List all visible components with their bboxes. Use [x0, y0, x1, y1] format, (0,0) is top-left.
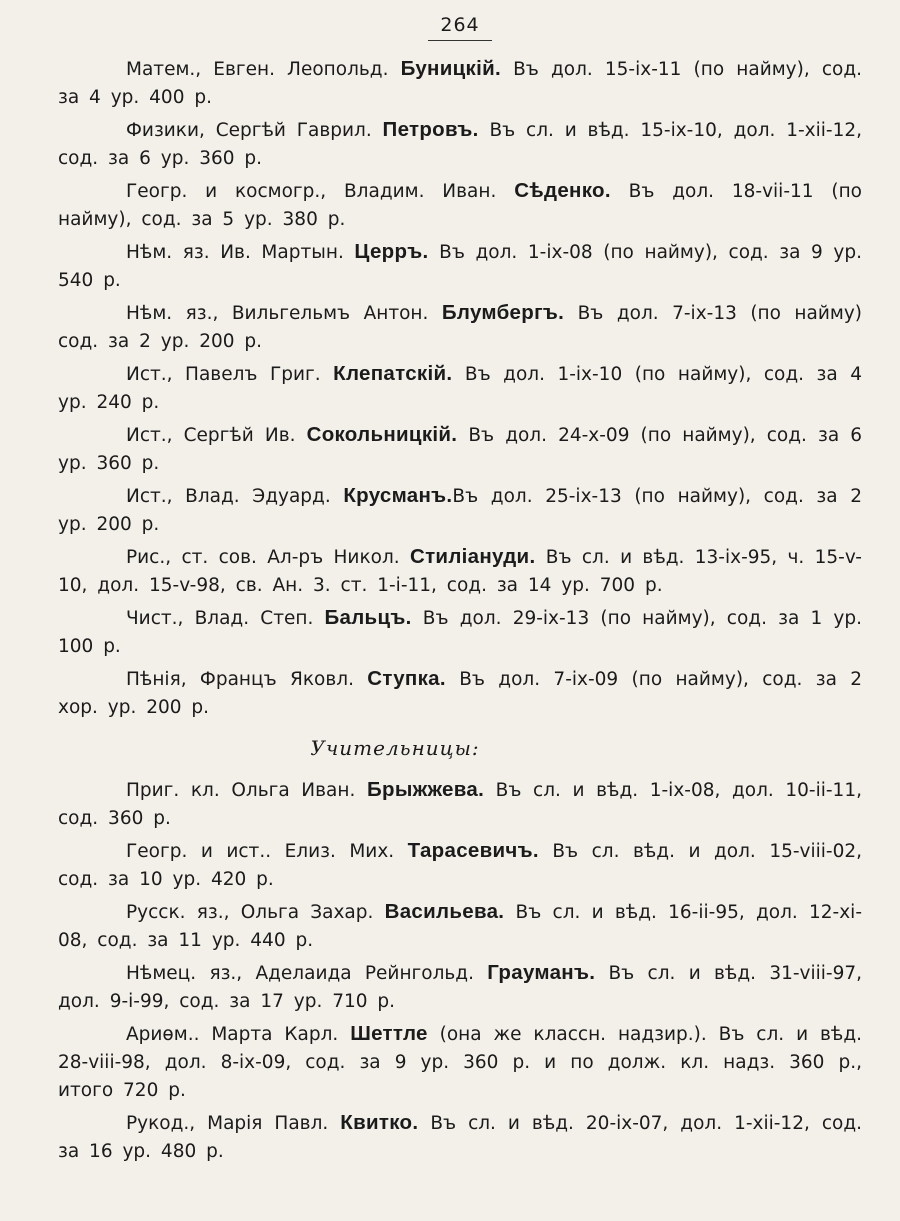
entry-surname: Квитко.: [340, 1111, 419, 1134]
entry-surname: Васильева.: [384, 900, 505, 923]
entry-details: Въ дол. 29-ix-13 (по найму), сод. за 1 ур. 100 р.: [58, 608, 862, 657]
entry-surname: Брыжжева.: [366, 778, 485, 801]
entry-details: Въ дол. 1-ix-10 (по найму), сод. за 4 ур. 240 р.: [58, 364, 862, 413]
entry-details: Въ дол. 25-ix-13 (по найму), сод. за 2 ур. 200 р.: [58, 486, 862, 535]
entry-surname: Сокольницкій.: [306, 423, 458, 446]
entry-surname: Грауманъ.: [487, 961, 596, 984]
teacher-entry: [58, 604, 862, 661]
teacher-entry: [58, 177, 862, 234]
entry-surname: Тарасевичъ.: [407, 839, 539, 862]
entry-subject: Нѣмец. яз., Аделаида Рейнгольд.: [126, 963, 488, 984]
entry-details: Въ сл. и вѣд. 16-ii-95, дол. 12-xi-08, сод. за 11 ур. 440 р.: [58, 902, 863, 951]
teacher-entry: [58, 837, 862, 894]
section-title-women-teachers: Учительницы:: [310, 736, 480, 760]
page-number: 264: [440, 14, 480, 36]
entry-subject: Матем., Евген. Леопольд.: [126, 59, 401, 80]
entry-subject: Ист., Сергѣй Ив.: [126, 425, 307, 446]
teacher-entry: [58, 776, 862, 833]
entry-subject: Чист., Влад. Степ.: [126, 608, 325, 629]
entry-details: Въ дол. 7-ix-09 (по найму), сод. за 2 хор. ур. 200 р.: [58, 669, 862, 718]
teacher-entry: [58, 299, 862, 356]
teachers-list: [58, 55, 862, 722]
entry-surname: Церръ.: [354, 240, 429, 263]
entry-subject: Рис., ст. сов. Ал-ръ Никол.: [126, 547, 410, 568]
teacher-entry: [58, 898, 862, 955]
entry-details: Въ сл. и вѣд. 1-ix-08, дол. 10-ii-11, сод. 360 р.: [58, 780, 862, 829]
entry-details: Въ сл. вѣд. и дол. 15-viii-02, сод. за 10 ур. 420 р.: [58, 841, 862, 890]
teacher-entry: [58, 116, 862, 173]
entry-surname: Буницкій.: [400, 57, 501, 80]
entry-surname: Бальцъ.: [324, 606, 412, 629]
entry-details: Въ дол. 18-vii-11 (по найму), сод. за 5 ур. 380 р.: [58, 181, 862, 230]
entry-subject: Физики, Сергѣй Гаврил.: [126, 120, 383, 141]
entry-details: Въ сл. и вѣд. 15-ix-10, дол. 1-xii-12, сод. за 6 ур. 360 р.: [58, 120, 862, 169]
entry-subject: Ист., Влад. Эдуард.: [126, 486, 344, 507]
entry-surname: Блумбергъ.: [441, 301, 565, 324]
entry-details: Въ сл. и вѣд. 20-ix-07, дол. 1-xii-12, сод. за 16 ур. 480 р.: [58, 1113, 862, 1162]
teacher-entry: [58, 665, 862, 722]
entry-subject: Пѣнія, Францъ Яковл.: [126, 669, 368, 690]
entry-details: (она же классн. надзир.). Въ сл. и вѣд. 28-viii-98, дол. 8-ix-09, сод. за 9 ур. 360 р. и по долж. кл. надз. 360 р., итого 720 р.: [58, 1024, 862, 1101]
teacher-entry: [58, 1109, 862, 1166]
entry-surname: Клепатскій.: [333, 362, 453, 385]
teacher-entry: [58, 421, 862, 478]
entry-surname: Стиліануди.: [409, 545, 536, 568]
entry-subject: Нѣм. яз., Вильгельмъ Антон.: [126, 303, 442, 324]
entry-subject: Русск. яз., Ольга Захар.: [126, 902, 385, 923]
entry-details: Въ сл. и вѣд. 31-viii-97, дол. 9-i-99, сод. за 17 ур. 710 р.: [58, 963, 862, 1012]
entry-surname: Петровъ.: [382, 118, 479, 141]
teacher-entry: [58, 1020, 862, 1105]
women-teachers-list: [58, 776, 862, 1166]
entry-surname: Крусманъ.: [343, 484, 453, 507]
entry-surname: Шеттле: [350, 1022, 428, 1045]
entry-details: Въ дол. 7-ix-13 (по найму) сод. за 2 ур. 200 р.: [58, 303, 862, 352]
entry-details: Въ дол. 15-ix-11 (по найму), сод. за 4 ур. 400 р.: [58, 59, 862, 108]
entry-subject: Ист., Павелъ Григ.: [126, 364, 334, 385]
entry-subject: Геогр. и космогр., Владим. Иван.: [126, 181, 515, 202]
entry-subject: Нѣм. яз. Ив. Мартын.: [126, 242, 355, 263]
teacher-entry: [58, 543, 862, 600]
page-number-rule: [428, 40, 492, 41]
teacher-entry: [58, 482, 862, 539]
entry-details: Въ дол. 1-ix-08 (по найму), сод. за 9 ур. 540 р.: [58, 242, 862, 291]
teacher-entry: [58, 360, 862, 417]
entry-surname: Ступка.: [367, 667, 446, 690]
entry-subject: Ариѳм.. Марта Карл.: [126, 1024, 351, 1045]
entry-subject: Рукод., Марія Павл.: [126, 1113, 341, 1134]
entry-surname: Сѣденко.: [514, 179, 611, 202]
entry-details: Въ сл. и вѣд. 13-ix-95, ч. 15-v-10, дол. 15-v-98, св. Ан. 3. ст. 1-i-11, сод. за 14 ур. 700 р.: [58, 547, 862, 596]
entry-subject: Геогр. и ист.. Елиз. Мих.: [126, 841, 408, 862]
teacher-entry: [58, 238, 862, 295]
entry-subject: Приг. кл. Ольга Иван.: [126, 780, 367, 801]
teacher-entry: [58, 55, 862, 112]
teacher-entry: [58, 959, 862, 1016]
entry-details: Въ дол. 24-x-09 (по найму), сод. за 6 ур. 360 р.: [58, 425, 862, 474]
